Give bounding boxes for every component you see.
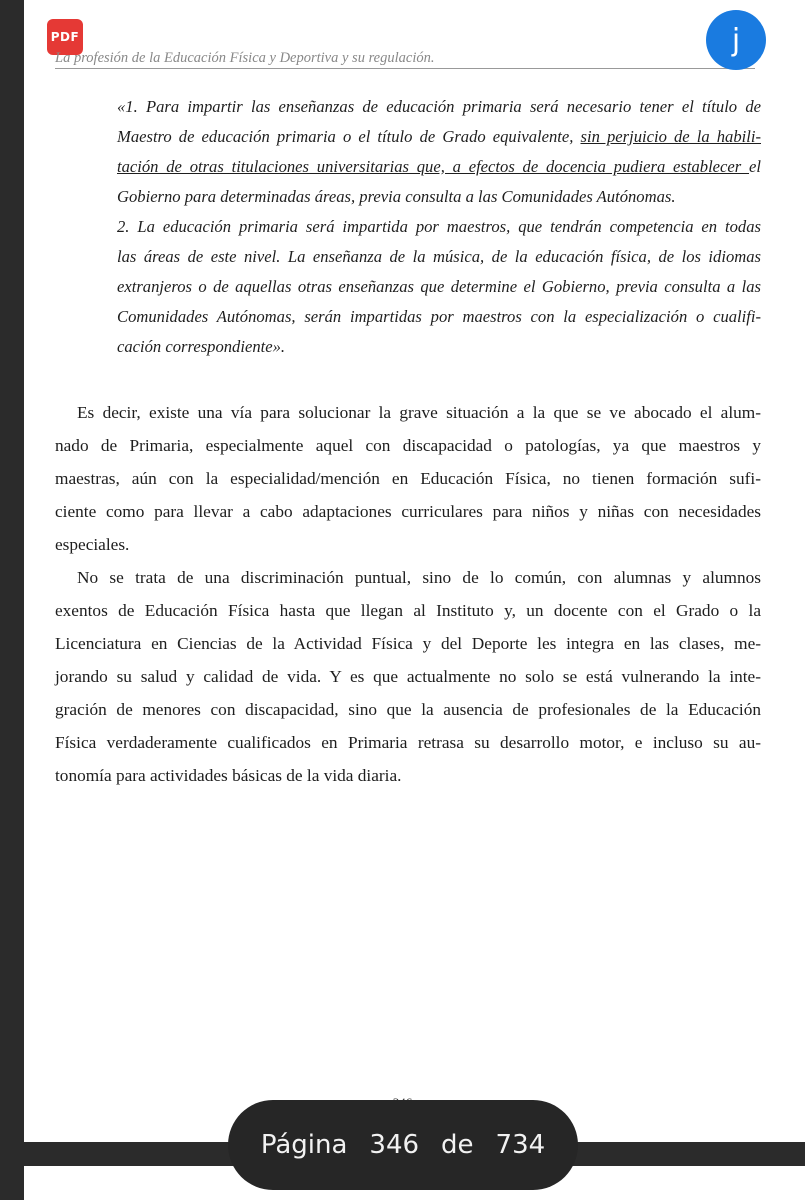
paragraph-line: Es decir, existe una vía para solucionar la grave situación a la que se ve abocado el alum- [77, 403, 761, 422]
header-divider [55, 68, 755, 69]
quote-text: el [749, 157, 761, 176]
quote-line: Gobierno para determinadas áreas, previa consulta a las Comunidades Autónomas. [117, 187, 676, 206]
page-indicator-separator: de [441, 1130, 474, 1160]
paragraph-line: tonomía para actividades básicas de la vida diaria. [55, 766, 402, 785]
quote-line: extranjeros o de aquellas otras enseñanzas que determine el Gobierno, previa consulta a las [117, 277, 761, 296]
paragraph-line: maestras, aún con la especialidad/mención en Educación Física, no tienen formación sufi- [55, 469, 761, 488]
quote-text: Maestro de educación primaria o el título de Grado equivalente, [117, 127, 581, 146]
paragraph-line: gración de menores con discapacidad, sino que la ausencia de profesionales de la Educación [55, 700, 761, 719]
paragraph-line: Física verdaderamente cualificados en Primaria retrasa su desarrollo motor, e incluso su au- [55, 733, 761, 752]
page-indicator-label: Página [260, 1130, 348, 1160]
legal-quote [117, 92, 761, 362]
paragraph-line: jorando su salud y calidad de vida. Y es que actualmente no solo se está vulnerando la inte- [55, 667, 761, 686]
page-indicator[interactable] [228, 1100, 578, 1190]
running-header: La profesión de la Educación Física y Deportiva y su regulación. [55, 50, 435, 66]
quote-line: «1. Para impartir las enseñanzas de educación primaria será necesario tener el título de [117, 97, 761, 116]
paragraph-line: No se trata de una discriminación puntual, sino de lo común, con alumnas y alumnos [77, 568, 761, 587]
paragraph-line: Licenciatura en Ciencias de la Actividad Física y del Deporte les integra en las clases, me- [55, 634, 761, 653]
paragraph-line: especiales. [55, 535, 130, 554]
quote-line [117, 152, 761, 182]
quote-underlined-text: sin perjuicio de la habili- [580, 127, 761, 146]
page-indicator-total: 734 [495, 1130, 546, 1160]
paragraph-line: exentos de Educación Física hasta que llegan al Instituto y, un docente con el Grado o la [55, 601, 761, 620]
quote-underlined-text: tación de otras titulaciones universitarias que, a efectos de docencia pudiera establecer [117, 157, 750, 176]
quote-line: Comunidades Autónomas, serán impartidas por maestros con la especialización o cualifi- [117, 307, 761, 326]
quote-line: 2. La educación primaria será impartida por maestros, que tendrán competencia en todas [117, 217, 761, 236]
user-avatar[interactable]: j [706, 10, 766, 70]
page-indicator-current: 346 [369, 1130, 420, 1160]
quote-line [117, 122, 761, 152]
paragraph-line: ciente como para llevar a cabo adaptaciones curriculares para niños y niñas con necesidades [55, 502, 761, 521]
paragraph-line: nado de Primaria, especialmente aquel con discapacidad o patologías, ya que maestros y [55, 436, 761, 455]
quote-line: las áreas de este nivel. La enseñanza de la música, de la educación física, de los idiomas [117, 247, 761, 266]
pdf-app-icon[interactable]: PDF [47, 19, 83, 55]
viewer-left-frame [0, 0, 24, 1200]
body-text [55, 396, 761, 792]
quote-line: cación correspondiente». [117, 337, 286, 356]
